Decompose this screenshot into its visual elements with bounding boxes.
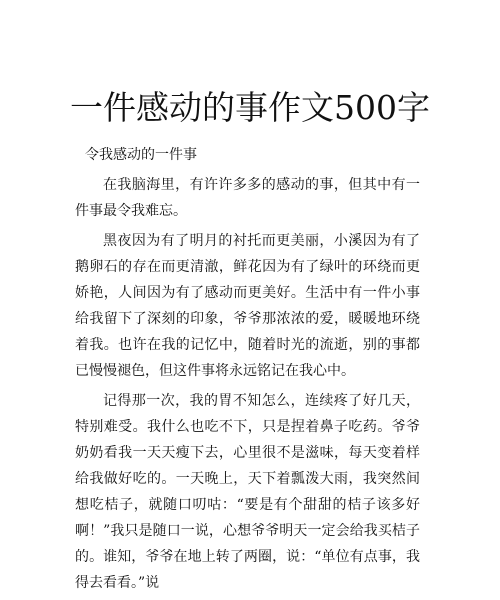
document-title: 一件感动的事作文500字 (70, 88, 430, 127)
paragraph-3: 记得那一次，我的胃不知怎么，连续疼了好几天，特别难受。我什么也吃不下，只是捏着鼻子吃药。爷爷奶奶看我一天天瘦下去，心里很不是滋味，每天变着样给我做好吃的。一天晚上，天下着瓢泼大雨，我突然间想吃桔子，就随口叨咕：“要是有个甜甜的桔子该多好啊！”我只是随口一说，心想爷爷明天一定会给我买桔子的。谁知，爷爷在地上转了两圈，说：“单位有点事，我得去看看。”说 (75, 393, 420, 591)
paragraph-2: 黑夜因为有了明月的衬托而更美丽，小溪因为有了鹅卵石的存在而更清澈，鲜花因为有了绿叶的环绕而更娇艳，人间因为有了感动而更美好。生活中有一件小事给我留下了深刻的印象，爷爷那浓浓的爱，暖暖地环绕着我。也许在我的记忆中，随着时光的流逝，别的事都已慢慢褪色，但这件事将永远铭记在我心中。 (75, 233, 420, 379)
essay-subtitle: 令我感动的一件事 (85, 147, 197, 163)
document-body (75, 142, 420, 600)
paragraph-1: 在我脑海里，有许许多多的感动的事，但其中有一件事最令我难忘。 (75, 177, 420, 219)
